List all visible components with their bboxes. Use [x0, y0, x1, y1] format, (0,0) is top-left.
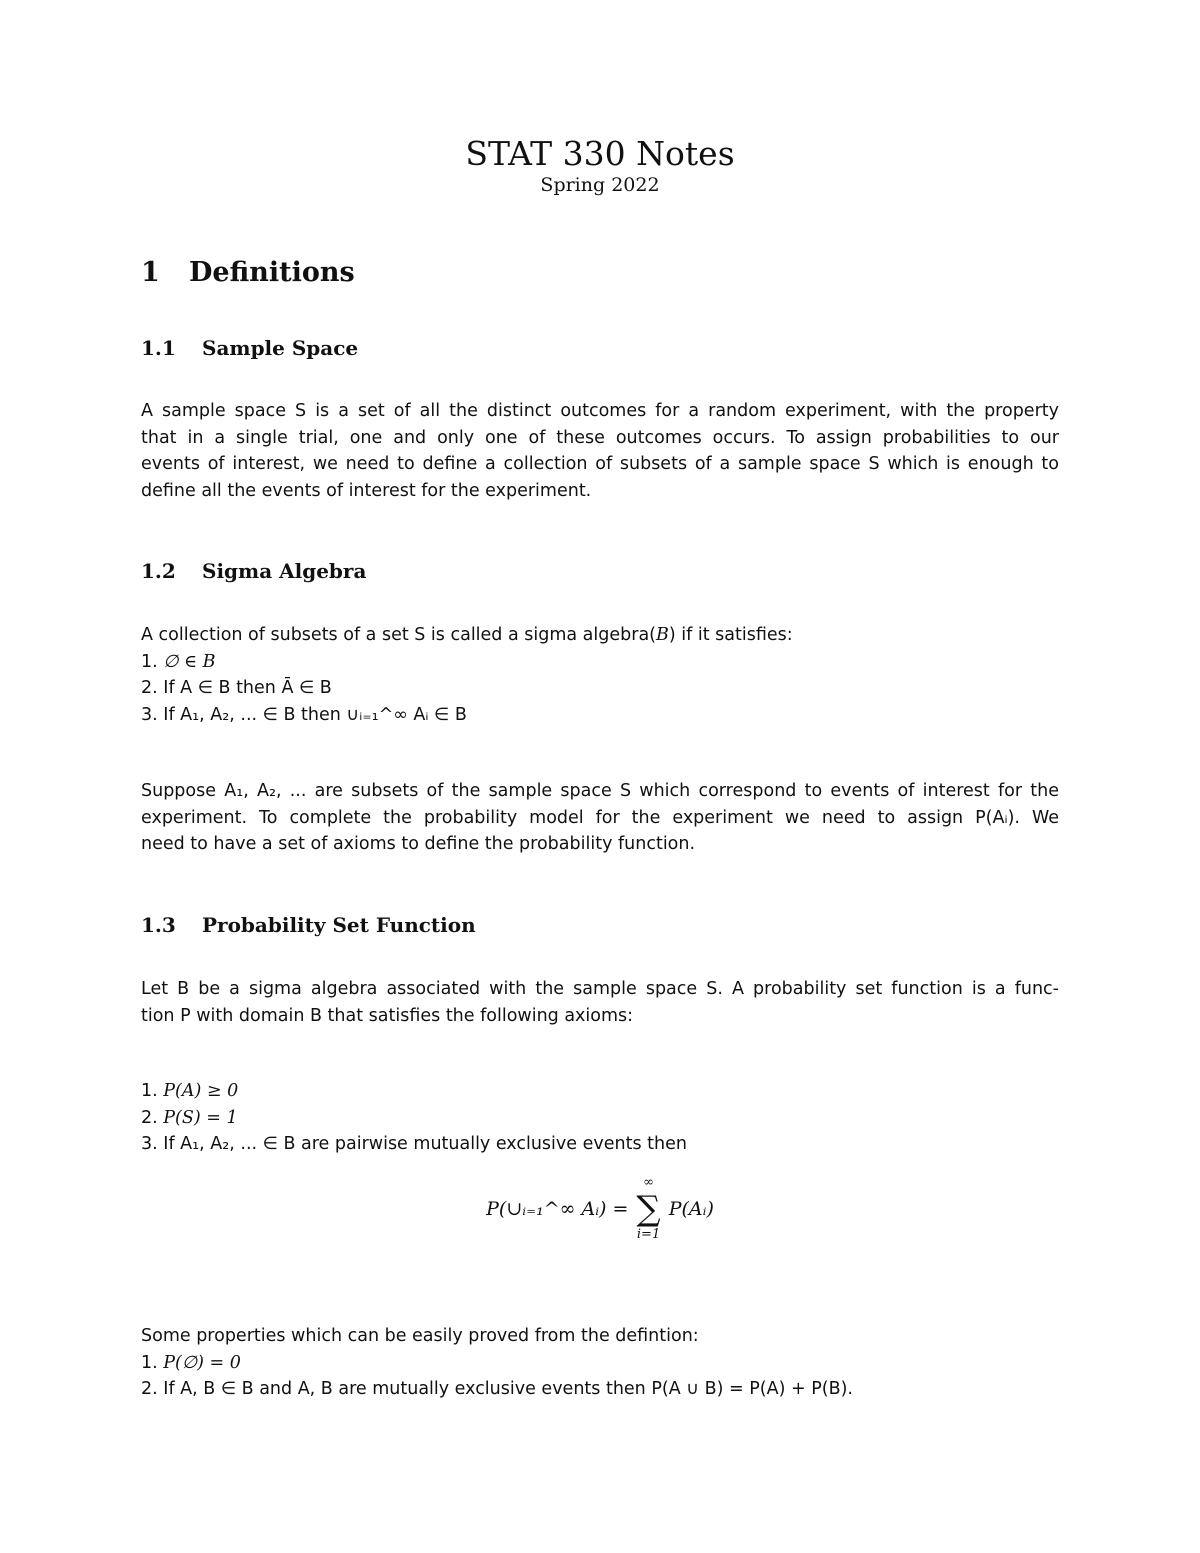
- paragraph-line: Suppose A₁, A₂, ... are subsets of the sample space S which correspond to events of interest for the: [141, 781, 1059, 801]
- axioms-list: [141, 1078, 687, 1158]
- sigma-symbol: B: [656, 625, 669, 645]
- item-text: If A ∈ B then Ā ∈ B: [163, 678, 332, 698]
- definition-intro: [141, 622, 793, 649]
- list-item: [141, 1376, 853, 1403]
- intro-end: ) if it satisfies:: [668, 625, 793, 645]
- subsection-title: Sigma Algebra: [202, 559, 367, 583]
- item-text: P(A) ≥ 0: [163, 1081, 239, 1101]
- list-item: [141, 702, 793, 729]
- list-item: [141, 1078, 687, 1105]
- subsection-title: Sample Space: [202, 336, 359, 360]
- probability-function-paragraph: [141, 976, 1059, 1029]
- sum-upper-limit: ∞: [643, 1175, 654, 1190]
- item-text: If A₁, A₂, ... ∈ B are pairwise mutually exclusive events then: [163, 1134, 687, 1154]
- document-subtitle: Spring 2022: [540, 174, 660, 196]
- subsection-number: 1.1: [141, 336, 176, 360]
- item-text: If A₁, A₂, ... ∈ B then ∪ᵢ₌₁^∞ Aᵢ ∈ B: [163, 704, 467, 725]
- item-text: P(S) = 1: [163, 1107, 238, 1128]
- subsection-heading-probability-set-function: [141, 911, 476, 939]
- intro-text: A collection of subsets of a set S is called a sigma algebra(: [141, 625, 657, 645]
- paragraph-line: define all the events of interest for the experiment.: [141, 480, 592, 501]
- paragraph-line: tion P with domain B that satisfies the following axioms:: [141, 1005, 634, 1026]
- item-number: 2.: [141, 678, 158, 698]
- subsets-paragraph: [141, 778, 1059, 858]
- document-title: STAT 330 Notes: [465, 134, 735, 173]
- item-number: 3.: [141, 704, 158, 725]
- item-number: 1.: [141, 651, 158, 672]
- properties-intro: Some properties which can be easily proved from the defintion:: [141, 1326, 699, 1346]
- list-item: [141, 1105, 687, 1132]
- item-number: 1.: [141, 1352, 158, 1373]
- list-item: [141, 649, 793, 676]
- item-text: P(∅) = 0: [163, 1352, 241, 1373]
- subsection-heading-sigma-algebra: [141, 557, 366, 585]
- item-text: If A, B ∈ B and A, B are mutually exclusive events then P(A ∪ B) = P(A) + P(B).: [163, 1379, 853, 1399]
- paragraph-line: A sample space S is a set of all the distinct outcomes for a random experiment, with the property: [141, 401, 1059, 421]
- item-number: 1.: [141, 1081, 158, 1101]
- paragraph-line: Let B be a sigma algebra associated with the sample space S. A probability set function is a func-: [141, 979, 1059, 999]
- subsection-number: 1.3: [141, 913, 176, 937]
- subsection-number: 1.2: [141, 559, 176, 583]
- list-item: [141, 1131, 687, 1158]
- sample-space-paragraph: [141, 398, 1059, 504]
- equation-lhs: P(∪ᵢ₌₁^∞ Aᵢ) =: [486, 1198, 629, 1220]
- item-number: 3.: [141, 1134, 158, 1154]
- sum-lower-limit: i=1: [636, 1227, 661, 1242]
- list-item: [141, 675, 793, 702]
- section-heading-definitions: [141, 256, 355, 290]
- countable-additivity-equation: [0, 1175, 1200, 1255]
- properties-list: [141, 1323, 853, 1403]
- paragraph-line: experiment. To complete the probability model for the experiment we need to assign P(Aᵢ). We: [141, 807, 1059, 828]
- paragraph-line: that in a single trial, one and only one of these outcomes occurs. To assign probabilities to our: [141, 427, 1059, 448]
- item-number: 2.: [141, 1379, 158, 1399]
- paragraph-line: need to have a set of axioms to define the probability function.: [141, 834, 696, 854]
- subsection-heading-sample-space: [141, 334, 358, 362]
- list-item: [141, 1350, 853, 1377]
- equation-rhs: P(Aᵢ): [668, 1198, 714, 1220]
- subsection-title: Probability Set Function: [202, 913, 476, 937]
- paragraph-line: events of interest, we need to define a collection of subsets of a sample space S which is enough to: [141, 454, 1059, 474]
- summation-symbol: [636, 1175, 660, 1243]
- item-text: ∅ ∈ B: [163, 651, 216, 672]
- sigma-icon: ∑: [636, 1189, 661, 1229]
- sigma-algebra-definition: [141, 622, 793, 728]
- section-number: 1: [141, 257, 160, 288]
- section-title: Definitions: [189, 257, 355, 288]
- item-number: 2.: [141, 1107, 158, 1128]
